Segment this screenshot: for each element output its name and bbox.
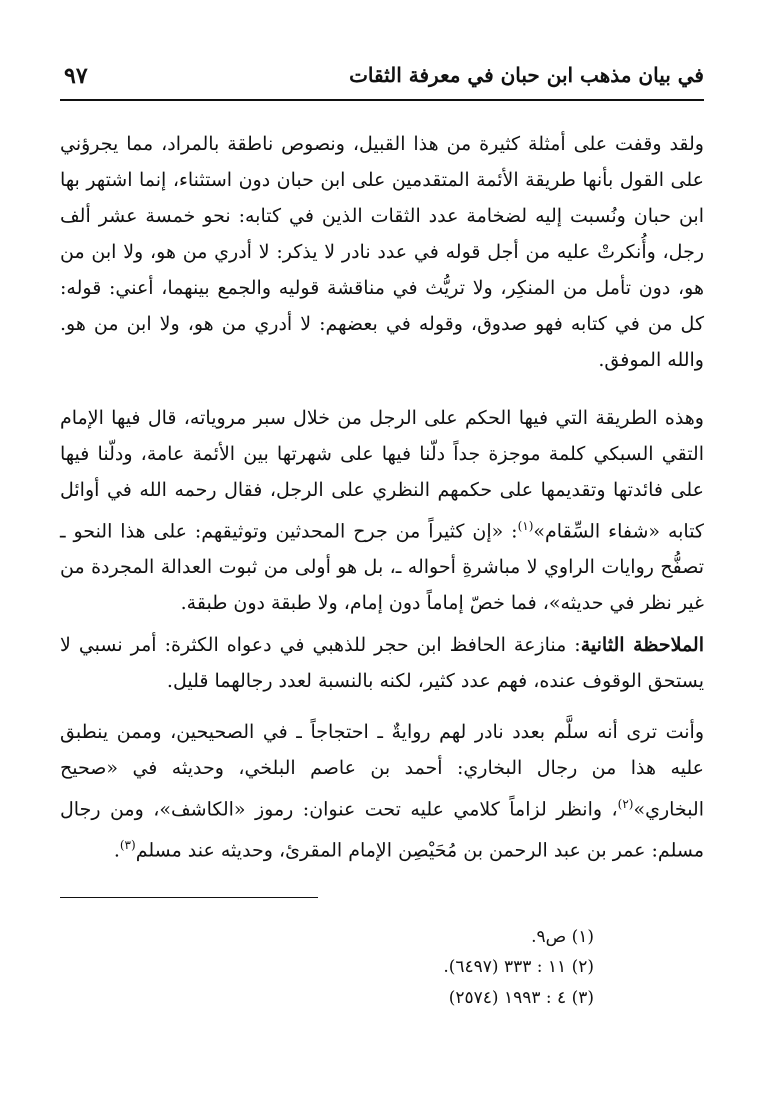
paragraph-4-text-b: ، وانظر لزاماً كلامي عليه تحت عنوان: رموز «الكاشف»، ومن رجال مسلم: عمر بن عبد الرحمن بن مُحَيْصِن الإمام المقرئ، وحديثه عند مسلم (60, 798, 704, 862)
page-number: ٩٧ (64, 63, 88, 89)
footnote-ref-2[interactable]: (٢) (617, 797, 634, 811)
header-title: في بيان مذهب ابن حبان في معرفة الثقات (349, 63, 704, 87)
running-header (60, 55, 704, 101)
footnote-3: (٣) ٤ : ١٩٩٣ (٢٥٧٤) (448, 988, 594, 1008)
paragraph-4-text-a: وأنت ترى أنه سلَّم بعدد نادر لهم روايةٌ ـ احتجاجاً ـ في الصحيحين، وممن ينطبق عليه هذا من رجال البخاري: أحمد بن عاصم البلخي، وحديثه في «صحيح البخاري» (60, 721, 704, 821)
footnote-ref-1[interactable]: (١) (517, 519, 534, 533)
footnote-2: (٢) ١١ : ٣٣٣ (٦٤٩٧). (443, 957, 594, 977)
footnote-divider (60, 897, 318, 898)
paragraph-2 (60, 400, 704, 621)
paragraph-1: ولقد وقفت على أمثلة كثيرة من هذا القبيل، ونصوص ناطقة بالمراد، مما يجرؤني على القول بأنها طريقة الأئمة المتقدمين على ابن حبان دون استثناء، إنما اشتهر بها ابن حبان ونُسبت إليه لضخامة عدد الثقات الذين في كتابه: نحو خمسة عشر ألف رجل، وأُنكرتْ عليه من أجل قوله في عدد نادر لا يذكر: لا أدري من هو، ولا ابن من هو، دون تأمل من المنكِر، ولا تريُّث في مناقشة قوليه والجمع بينهما، أعني: قوله: كل من في كتابه فهو صدوق، وقوله في بعضهم: لا أدري من هو، ولا ابن من هو. والله الموفق. (60, 133, 704, 371)
paragraph-2-text-b: : «إن كثيراً من جرح المحدثين وتوثيقهم: على هذا النحو ـ تصفُّح روايات الراوي لا مباشرةِ أحواله ـ، بل هو أولى من ثبوت العدالة المجردة من غير نظر في حديثه»، فما خصّ إماماً دون إمام، ولا طبقة دون طبقة. (60, 520, 704, 615)
footnote-1: (١) ص٩. (531, 927, 594, 947)
paragraph-2-text-a: وهذه الطريقة التي فيها الحكم على الرجل من خلال سبر مروياته، قال فيها الإمام التقي السبكي كلمة موجزة جداً دلّنا فيها على شهرتها بين الأئمة عامة، ودلّنا فيها على فائدتها وتقديمها على حكمهم النظري على الرجل، فقال رحمه الله في أوائل كتابه «شفاء السِّقام» (60, 407, 704, 543)
note-label: الملاحظة الثانية (580, 634, 705, 656)
paragraph-3 (60, 627, 704, 699)
paragraph-3-text: : منازعة الحافظ ابن حجر للذهبي في دعواه الكثرة: أمر نسبي لا يستحق الوقوف عنده، فهم عدد كثير، لكنه بالنسبة لعدد رجالهما قليل. (60, 634, 704, 692)
paragraph-4 (60, 714, 704, 869)
paragraph-4-text-c: . (113, 839, 120, 862)
footnote-ref-3[interactable]: (٣) (119, 838, 136, 853)
